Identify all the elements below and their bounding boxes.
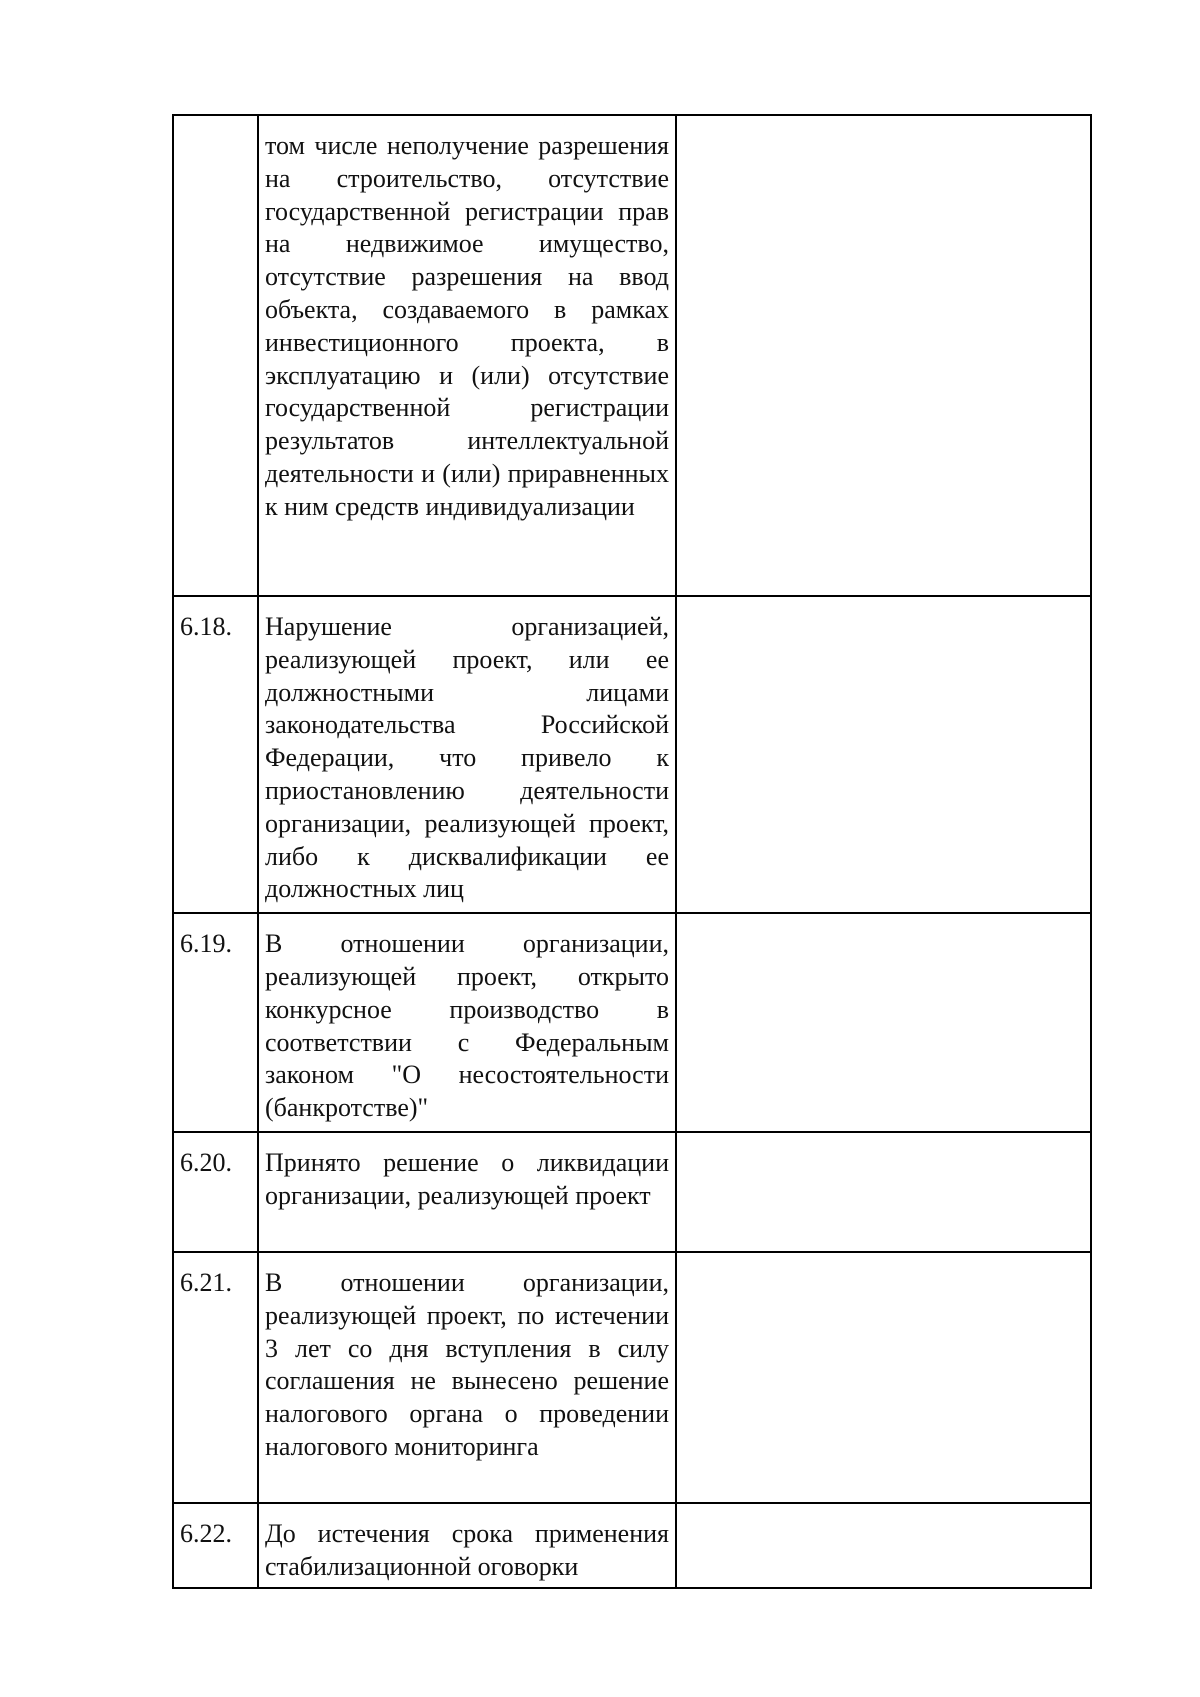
- table-row: [173, 1132, 1091, 1252]
- table-row: [173, 913, 1091, 1132]
- row-number: 6.20.: [173, 1132, 258, 1252]
- row-number: [173, 115, 258, 596]
- row-number: 6.22.: [173, 1503, 258, 1588]
- row-empty-cell: [676, 596, 1091, 913]
- row-text: В отношении организации, реализующей проект, по истечении 3 лет со дня вступления в силу соглашения не вынесено решение налогового органа о проведении налогового мониторинга: [258, 1252, 676, 1503]
- row-empty-cell: [676, 1252, 1091, 1503]
- document-table: [172, 114, 1092, 1589]
- table-row: [173, 596, 1091, 913]
- row-number: 6.21.: [173, 1252, 258, 1503]
- row-text: Нарушение организацией, реализующей проект, или ее должностными лицами законодательства Российской Федерации, что привело к приостановлению деятельности организации, реализующей проект, либо к дисквалификации ее должностных лиц: [258, 596, 676, 913]
- row-empty-cell: [676, 913, 1091, 1132]
- row-empty-cell: [676, 115, 1091, 596]
- row-text: Принято решение о ликвидации организации, реализующей проект: [258, 1132, 676, 1252]
- row-text: До истечения срока применения стабилизационной оговорки: [258, 1503, 676, 1588]
- row-empty-cell: [676, 1132, 1091, 1252]
- row-text: том числе неполучение разрешения на строительство, отсутствие государственной регистрации прав на недвижимое имущество, отсутствие разрешения на ввод объекта, создаваемого в рамках инвестиционного проекта, в эксплуатацию и (или) отсутствие государственной регистрации результатов интеллектуальной деятельности и (или) приравненных к ним средств индивидуализации: [258, 115, 676, 596]
- table-row: [173, 1252, 1091, 1503]
- table-row: [173, 115, 1091, 596]
- row-text: В отношении организации, реализующей проект, открыто конкурсное производство в соответствии с Федеральным законом "О несостоятельности (банкротстве)": [258, 913, 676, 1132]
- table-row: [173, 1503, 1091, 1588]
- table-body: [173, 115, 1091, 1588]
- row-number: 6.18.: [173, 596, 258, 913]
- row-empty-cell: [676, 1503, 1091, 1588]
- row-number: 6.19.: [173, 913, 258, 1132]
